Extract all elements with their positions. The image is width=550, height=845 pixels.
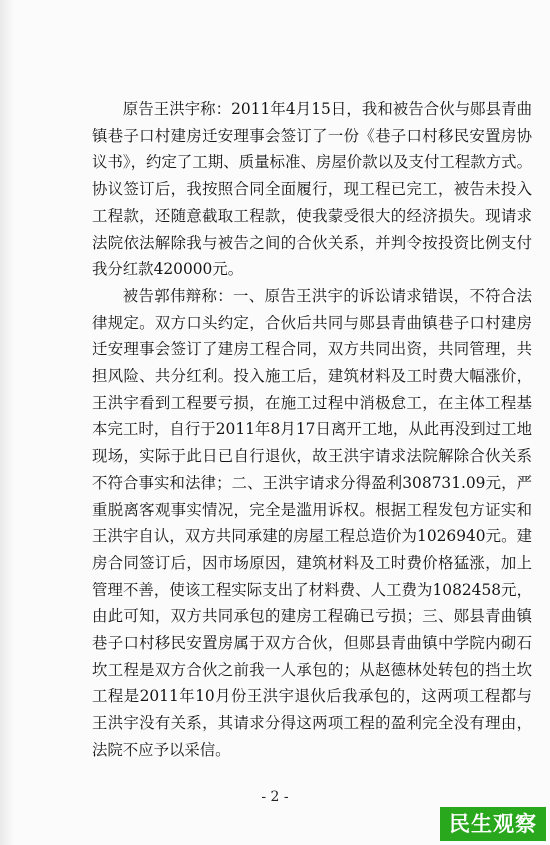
paragraph-defendant-defense: 被告郭伟辩称：一、原告王洪宇的诉讼请求错误，不符合法律规定。双方口头约定，合伙后共同与郧县青曲镇巷子口村建房迁安理事会签订了建房工程合同，双方共同出资，共同管理，共担风险、共分红利。投入施工后，建筑材料及工时费大幅涨价，王洪宇看到工程要亏损，在施工过程中消极怠工，在主体工程基本完工时，自行于2011年8月17日离开工地，从此再没到过工地现场，实际于此日已自行退伙，故王洪宇请求法院解除合伙关系不符合事实和法律；二、王洪宇请求分得盈利308731.09元，严重脱离客观事实情况，完全是滥用诉权。根据工程发包方证实和王洪宇自认，双方共同承建的房屋工程总造价为1026940元。建房合同签订后，因市场原因，建筑材料及工时费价格猛涨，加上管理不善，使该工程实际支出了材料费、人工费为1082458元，由此可知，双方共同承包的建房工程确已亏损；三、郧县青曲镇巷子口村移民安置房属于双方合伙，但郧县青曲镇中学院内砌石坎工程是双方合伙之前我一人承包的；从赵德林处转包的挡土坎工程是2011年10月份王洪宇退伙后我承包的，这两项工程都与王洪宇没有关系，其请求分得这两项工程的盈利完全没有理由，法院不应予以采信。 <box>92 286 532 759</box>
document-body <box>92 96 532 764</box>
paragraph-plaintiff-claim: 原告王洪宇称：2011年4月15日，我和被告合伙与郧县青曲镇巷子口村建房迁安理事会签订了一份《巷子口村移民安置房协议书》，约定了工期、质量标准、房屋价款以及支付工程款方式。协议签订后，我按照合同全面履行，现工程已完工，被告未投入工程款，还随意截取工程款，使我蒙受很大的经济损失。现请求法院依法解除我与被告之间的合伙关系，并判令按投资比例支付我分红款420000元。 <box>92 100 532 279</box>
page-number: - 2 - <box>261 789 289 805</box>
watermark-logo: 民生观察 <box>440 807 546 841</box>
